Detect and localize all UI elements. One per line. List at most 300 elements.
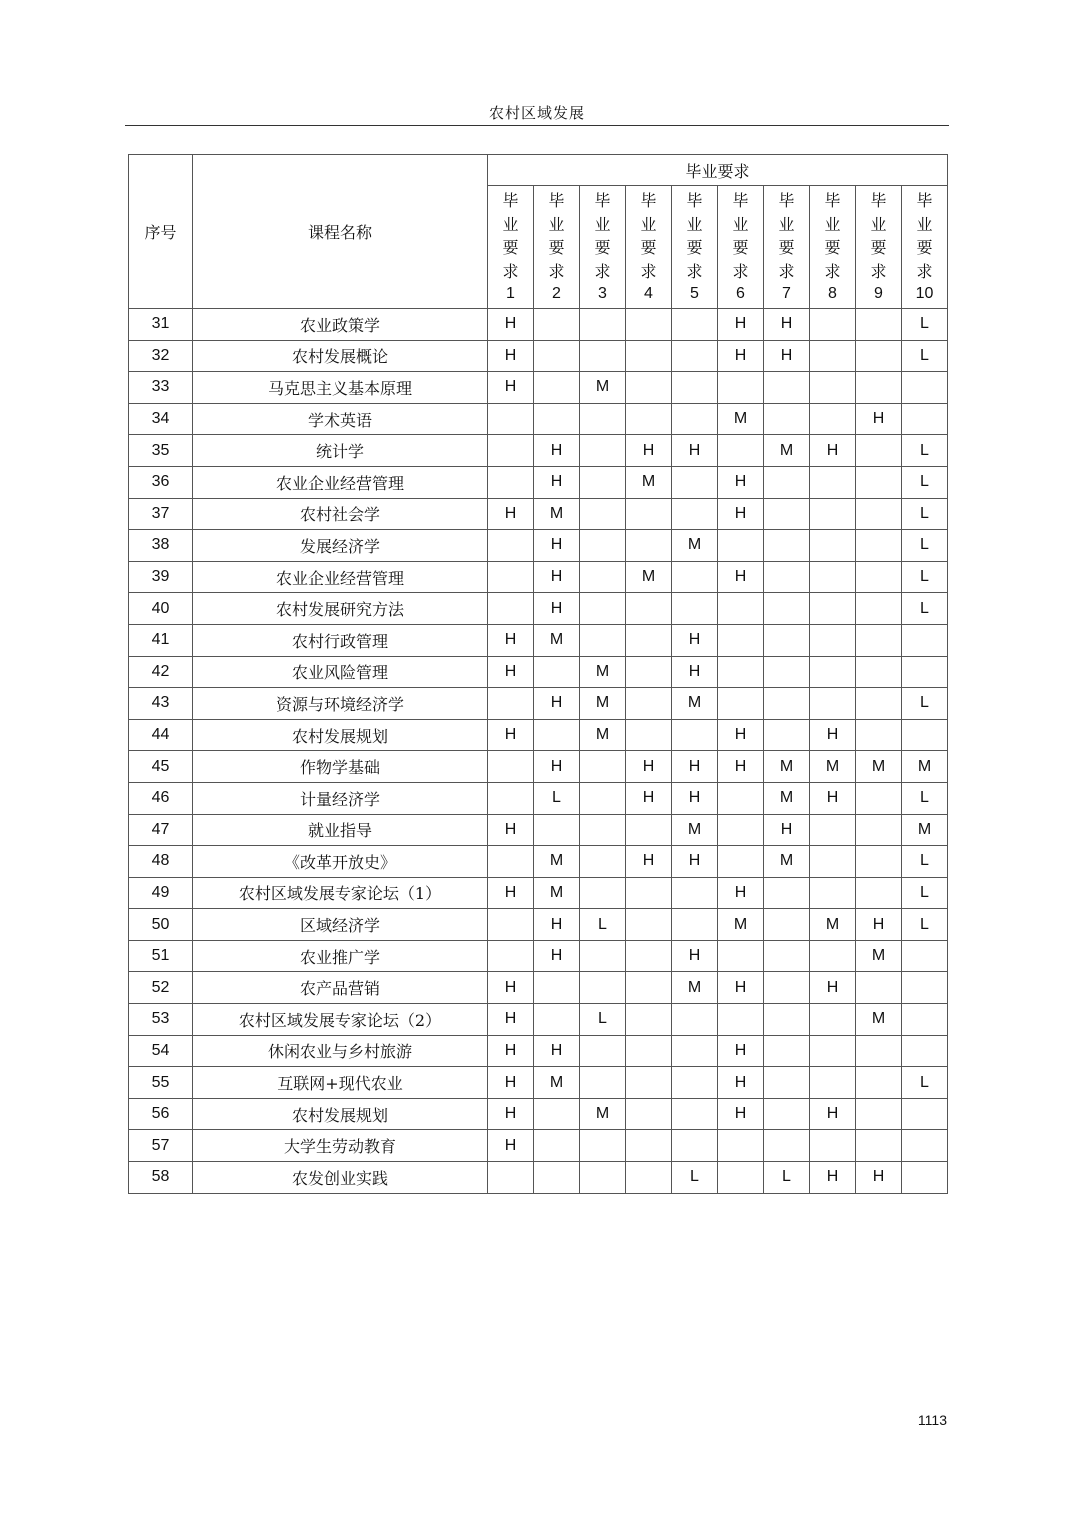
support-level-cell (810, 624, 856, 656)
support-level-cell (580, 309, 626, 341)
course-name-cell: 农村发展规划 (193, 1098, 488, 1130)
support-level-cell (534, 1162, 580, 1194)
support-level-cell: M (534, 624, 580, 656)
support-level-cell: H (718, 561, 764, 593)
support-level-cell (626, 877, 672, 909)
support-level-cell (672, 1067, 718, 1099)
course-name-cell: 学术英语 (193, 403, 488, 435)
support-level-cell (534, 814, 580, 846)
row-index-cell: 41 (129, 624, 193, 656)
support-level-cell (488, 530, 534, 562)
support-level-cell: H (810, 972, 856, 1004)
support-level-cell: M (856, 751, 902, 783)
table-row (129, 751, 948, 783)
requirement-number: 5 (690, 285, 699, 302)
support-level-cell (810, 846, 856, 878)
support-level-cell (626, 972, 672, 1004)
support-level-cell (810, 530, 856, 562)
column-header-requirement (488, 186, 534, 309)
support-level-cell: H (488, 814, 534, 846)
course-name-cell: 马克思主义基本原理 (193, 372, 488, 404)
table-row (129, 309, 948, 341)
support-level-cell: H (764, 309, 810, 341)
support-level-cell (672, 1004, 718, 1036)
support-level-cell: H (488, 372, 534, 404)
support-level-cell: M (856, 940, 902, 972)
support-level-cell (718, 435, 764, 467)
support-level-cell (580, 340, 626, 372)
support-level-cell (764, 372, 810, 404)
support-level-cell: M (580, 656, 626, 688)
course-name-cell: 农村社会学 (193, 498, 488, 530)
support-level-cell: H (718, 1098, 764, 1130)
requirement-label: 毕业要求 (686, 191, 703, 281)
support-level-cell: H (672, 782, 718, 814)
support-level-cell (810, 1035, 856, 1067)
support-level-cell (626, 1067, 672, 1099)
support-level-cell (764, 624, 810, 656)
support-level-cell (718, 940, 764, 972)
support-level-cell: H (718, 1035, 764, 1067)
support-level-cell (764, 403, 810, 435)
support-level-cell (488, 940, 534, 972)
row-index-cell: 42 (129, 656, 193, 688)
table-row (129, 972, 948, 1004)
support-level-cell (488, 909, 534, 941)
table-row (129, 656, 948, 688)
support-level-cell: H (488, 972, 534, 1004)
column-header-requirement (718, 186, 764, 309)
support-level-cell: H (488, 624, 534, 656)
row-index-cell: 52 (129, 972, 193, 1004)
table-row (129, 372, 948, 404)
requirement-label: 毕业要求 (778, 191, 795, 281)
support-level-cell (534, 340, 580, 372)
running-header-title: 农村区域发展 (488, 104, 585, 122)
support-level-cell (856, 624, 902, 656)
table-row (129, 624, 948, 656)
requirement-number: 8 (828, 285, 837, 302)
support-level-cell (856, 719, 902, 751)
support-level-cell (810, 814, 856, 846)
support-level-cell (488, 435, 534, 467)
course-name-cell: 资源与环境经济学 (193, 688, 488, 720)
support-level-cell (580, 814, 626, 846)
course-name-cell: 农发创业实践 (193, 1162, 488, 1194)
support-level-cell (580, 624, 626, 656)
support-level-cell: L (902, 340, 948, 372)
support-level-cell: H (718, 877, 764, 909)
support-level-cell (856, 877, 902, 909)
support-level-cell (810, 1130, 856, 1162)
support-level-cell (856, 846, 902, 878)
table-row (129, 1098, 948, 1130)
support-level-cell (856, 435, 902, 467)
support-level-cell (718, 1130, 764, 1162)
requirement-label: 毕业要求 (548, 191, 565, 281)
course-name-cell: 农村区域发展专家论坛（1） (193, 877, 488, 909)
support-level-cell: M (764, 435, 810, 467)
support-level-cell: H (534, 435, 580, 467)
table-row (129, 1004, 948, 1036)
support-level-cell (718, 846, 764, 878)
support-level-cell: H (718, 309, 764, 341)
support-level-cell: H (534, 561, 580, 593)
support-level-cell: H (718, 719, 764, 751)
row-index-cell: 46 (129, 782, 193, 814)
support-level-cell: H (810, 1162, 856, 1194)
row-index-cell: 38 (129, 530, 193, 562)
support-level-cell: H (718, 340, 764, 372)
support-level-cell (580, 940, 626, 972)
support-level-cell: H (534, 940, 580, 972)
support-level-cell (856, 466, 902, 498)
table-row (129, 1035, 948, 1067)
support-level-cell: H (488, 1098, 534, 1130)
support-level-cell (856, 1130, 902, 1162)
support-level-cell (902, 1098, 948, 1130)
support-level-cell: M (672, 972, 718, 1004)
support-level-cell: H (718, 466, 764, 498)
support-level-cell (534, 1130, 580, 1162)
support-level-cell (764, 530, 810, 562)
support-level-cell: L (902, 1067, 948, 1099)
support-level-cell (672, 403, 718, 435)
requirement-number: 7 (782, 285, 791, 302)
support-level-cell: L (580, 909, 626, 941)
row-index-cell: 56 (129, 1098, 193, 1130)
support-level-cell (580, 498, 626, 530)
support-level-cell (902, 1035, 948, 1067)
support-level-cell (534, 656, 580, 688)
table-row (129, 403, 948, 435)
support-level-cell (810, 1067, 856, 1099)
support-level-cell (580, 751, 626, 783)
support-level-cell (626, 719, 672, 751)
support-level-cell (626, 498, 672, 530)
support-level-cell: H (534, 688, 580, 720)
row-index-cell: 55 (129, 1067, 193, 1099)
support-level-cell (856, 972, 902, 1004)
table-row (129, 846, 948, 878)
support-level-cell (626, 1004, 672, 1036)
row-index-cell: 57 (129, 1130, 193, 1162)
support-level-cell (810, 593, 856, 625)
support-level-cell: H (672, 435, 718, 467)
support-level-cell (672, 909, 718, 941)
support-level-cell: H (626, 846, 672, 878)
requirement-number: 4 (644, 285, 653, 302)
support-level-cell (672, 372, 718, 404)
support-level-cell (626, 530, 672, 562)
support-level-cell: L (902, 498, 948, 530)
requirement-number: 10 (915, 285, 934, 302)
column-header-requirement (672, 186, 718, 309)
column-header-index: 序号 (129, 155, 193, 309)
support-level-cell (764, 877, 810, 909)
support-level-cell (718, 814, 764, 846)
support-level-cell: M (534, 846, 580, 878)
support-level-cell (672, 498, 718, 530)
support-level-cell (902, 972, 948, 1004)
support-level-cell: M (580, 688, 626, 720)
support-level-cell: H (764, 814, 810, 846)
support-level-cell (626, 688, 672, 720)
support-level-cell (856, 782, 902, 814)
column-header-requirement (810, 186, 856, 309)
support-level-cell (764, 1067, 810, 1099)
support-level-cell: M (672, 688, 718, 720)
support-level-cell (902, 372, 948, 404)
support-level-cell: M (534, 877, 580, 909)
support-level-cell: H (534, 593, 580, 625)
support-level-cell: L (672, 1162, 718, 1194)
support-level-cell (902, 1004, 948, 1036)
support-level-cell: L (902, 561, 948, 593)
support-level-cell: H (626, 751, 672, 783)
support-level-cell (810, 466, 856, 498)
support-level-cell (856, 498, 902, 530)
support-level-cell (626, 309, 672, 341)
support-level-cell: H (534, 1035, 580, 1067)
support-level-cell (764, 1098, 810, 1130)
table-row (129, 909, 948, 941)
support-level-cell: H (856, 403, 902, 435)
support-level-cell: H (810, 782, 856, 814)
support-level-cell: M (902, 751, 948, 783)
row-index-cell: 40 (129, 593, 193, 625)
support-level-cell (764, 498, 810, 530)
row-index-cell: 53 (129, 1004, 193, 1036)
support-level-cell (580, 1035, 626, 1067)
support-level-cell (810, 1004, 856, 1036)
support-level-cell (810, 656, 856, 688)
support-level-cell (672, 466, 718, 498)
requirement-number: 6 (736, 285, 745, 302)
support-level-cell: H (534, 909, 580, 941)
row-index-cell: 47 (129, 814, 193, 846)
support-level-cell (626, 593, 672, 625)
course-name-cell: 农产品营销 (193, 972, 488, 1004)
support-level-cell (764, 593, 810, 625)
support-level-cell (488, 751, 534, 783)
support-level-cell: L (902, 530, 948, 562)
support-level-cell (580, 530, 626, 562)
support-level-cell: H (672, 656, 718, 688)
support-level-cell (856, 372, 902, 404)
support-level-cell (718, 372, 764, 404)
support-level-cell: M (718, 403, 764, 435)
support-level-cell: L (902, 909, 948, 941)
support-level-cell (902, 719, 948, 751)
table-body (129, 309, 948, 1194)
support-level-cell (580, 593, 626, 625)
support-level-cell (718, 656, 764, 688)
support-level-cell: M (902, 814, 948, 846)
support-level-cell: M (534, 1067, 580, 1099)
support-level-cell (764, 466, 810, 498)
support-level-cell: H (810, 1098, 856, 1130)
support-level-cell (810, 688, 856, 720)
row-index-cell: 54 (129, 1035, 193, 1067)
support-level-cell (764, 909, 810, 941)
support-level-cell (580, 466, 626, 498)
support-level-cell: H (764, 340, 810, 372)
support-level-cell: H (810, 435, 856, 467)
support-level-cell: H (626, 435, 672, 467)
column-header-requirement (534, 186, 580, 309)
support-level-cell (718, 1162, 764, 1194)
support-level-cell (534, 372, 580, 404)
support-level-cell: H (672, 751, 718, 783)
table-row (129, 688, 948, 720)
support-level-cell: H (488, 309, 534, 341)
row-index-cell: 35 (129, 435, 193, 467)
support-level-cell (764, 972, 810, 1004)
support-level-cell (626, 909, 672, 941)
support-level-cell (488, 1162, 534, 1194)
table-row (129, 466, 948, 498)
table-row (129, 877, 948, 909)
row-index-cell: 50 (129, 909, 193, 941)
table-row (129, 498, 948, 530)
table-row (129, 1162, 948, 1194)
support-level-cell (580, 1130, 626, 1162)
support-level-cell (626, 814, 672, 846)
support-level-cell: H (488, 1130, 534, 1162)
support-level-cell (902, 624, 948, 656)
support-level-cell (580, 561, 626, 593)
table-row (129, 593, 948, 625)
support-level-cell (626, 1035, 672, 1067)
table-row (129, 1067, 948, 1099)
support-level-cell: L (580, 1004, 626, 1036)
row-index-cell: 49 (129, 877, 193, 909)
course-name-cell: 农业企业经营管理 (193, 466, 488, 498)
support-level-cell (856, 1035, 902, 1067)
support-level-cell: M (672, 814, 718, 846)
support-level-cell: L (902, 309, 948, 341)
support-level-cell (488, 846, 534, 878)
support-level-cell (902, 403, 948, 435)
support-level-cell (764, 940, 810, 972)
support-level-cell (718, 530, 764, 562)
row-index-cell: 51 (129, 940, 193, 972)
support-level-cell (626, 1098, 672, 1130)
support-level-cell (810, 340, 856, 372)
row-index-cell: 45 (129, 751, 193, 783)
course-name-cell: 作物学基础 (193, 751, 488, 783)
requirement-label: 毕业要求 (824, 191, 841, 281)
support-level-cell: H (488, 656, 534, 688)
support-level-cell (764, 1004, 810, 1036)
requirement-number: 9 (874, 285, 883, 302)
table-row (129, 940, 948, 972)
course-requirement-matrix (128, 154, 948, 1194)
support-level-cell (672, 561, 718, 593)
table-row (129, 719, 948, 751)
support-level-cell: L (902, 846, 948, 878)
column-header-requirement (856, 186, 902, 309)
support-level-cell: L (902, 466, 948, 498)
support-level-cell: H (488, 498, 534, 530)
support-level-cell: M (810, 909, 856, 941)
support-level-cell: L (902, 877, 948, 909)
course-name-cell: 发展经济学 (193, 530, 488, 562)
support-level-cell (764, 688, 810, 720)
table-row (129, 1130, 948, 1162)
page-number: 1113 (917, 1412, 947, 1428)
support-level-cell (626, 1162, 672, 1194)
support-level-cell: M (580, 1098, 626, 1130)
support-level-cell (856, 1098, 902, 1130)
support-level-cell (580, 972, 626, 1004)
support-level-cell (534, 719, 580, 751)
support-level-cell: H (488, 1035, 534, 1067)
support-level-cell (672, 1130, 718, 1162)
support-level-cell: H (488, 719, 534, 751)
support-level-cell (902, 1162, 948, 1194)
support-level-cell (856, 561, 902, 593)
column-header-requirement (764, 186, 810, 309)
support-level-cell: H (534, 466, 580, 498)
support-level-cell (488, 688, 534, 720)
support-level-cell (718, 688, 764, 720)
support-level-cell: H (856, 909, 902, 941)
support-level-cell (902, 656, 948, 688)
support-level-cell: L (902, 688, 948, 720)
course-name-cell: 互联网+现代农业 (193, 1067, 488, 1099)
course-name-cell: 农业政策学 (193, 309, 488, 341)
requirement-label: 毕业要求 (870, 191, 887, 281)
support-level-cell (810, 372, 856, 404)
support-level-cell (902, 1130, 948, 1162)
row-index-cell: 58 (129, 1162, 193, 1194)
requirement-label: 毕业要求 (916, 191, 933, 281)
support-level-cell (626, 340, 672, 372)
support-level-cell: M (626, 466, 672, 498)
support-level-cell (672, 309, 718, 341)
support-level-cell: H (672, 940, 718, 972)
column-header-requirement (626, 186, 672, 309)
row-index-cell: 48 (129, 846, 193, 878)
row-index-cell: 37 (129, 498, 193, 530)
support-level-cell: M (764, 751, 810, 783)
support-level-cell (534, 309, 580, 341)
support-level-cell: H (488, 1067, 534, 1099)
support-level-cell (764, 561, 810, 593)
support-level-cell (672, 340, 718, 372)
support-level-cell: H (488, 877, 534, 909)
requirement-label: 毕业要求 (640, 191, 657, 281)
support-level-cell (580, 1162, 626, 1194)
course-name-cell: 《改革开放史》 (193, 846, 488, 878)
support-level-cell (626, 940, 672, 972)
requirement-number: 3 (598, 285, 607, 302)
table-row (129, 435, 948, 467)
support-level-cell: L (902, 782, 948, 814)
requirement-number: 1 (506, 285, 515, 302)
support-level-cell (810, 561, 856, 593)
support-level-cell: M (764, 846, 810, 878)
support-level-cell (626, 1130, 672, 1162)
support-level-cell (856, 688, 902, 720)
header-row-top (129, 155, 948, 186)
support-level-cell (626, 624, 672, 656)
course-name-cell: 农村行政管理 (193, 624, 488, 656)
support-level-cell (580, 435, 626, 467)
support-level-cell: M (534, 498, 580, 530)
